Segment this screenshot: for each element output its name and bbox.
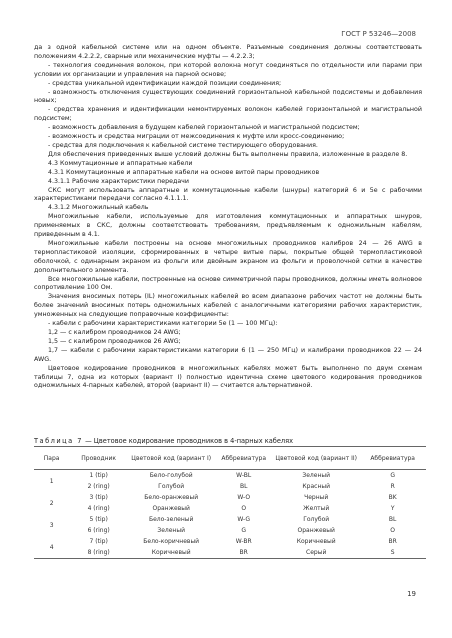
pair-cell: 1	[49, 477, 54, 485]
paragraph: - возможность и средства миграции от межсоединения к муфте или кросс-соединению;	[48, 133, 345, 141]
table-cell: Красный	[302, 483, 331, 490]
paragraph: Цветовое кодирование проводников в многожильных кабелях может быть выполнено по двум схемам таблицы 7, одна из которых (вариант I) полностью идентична схеме цветового кодирования проводников одножильных 4-парных кабелей, второй (вариант II) — считается альтернативной.	[34, 364, 422, 390]
table-cell: Бело-коричневый	[143, 538, 200, 545]
paragraph: Многожильные кабели построены на основе многожильных проводников калибров 24 — 26 AWG в термопластиковой изоляции, сформированных в четыре витые пары, покрытые общей термопластиковой оболочкой, с одинарным экраном из фольги или двойным экраном из фольги и проволочной сетки в качестве дополнительного элемента.	[34, 239, 422, 274]
table-caption	[34, 437, 293, 445]
table-caption-text: — Цветовое кодирование проводников в 4-парных кабелях	[85, 437, 293, 445]
table-row	[34, 492, 426, 503]
table-cell: Голубой	[303, 516, 330, 523]
paragraph: - технология соединения волокон, при которой волокна могут соединяться по отдельности или парами при условии их организации и управления на парной основе;	[34, 61, 422, 78]
body-text	[34, 44, 422, 391]
table-row	[34, 547, 426, 559]
table-cell: O	[241, 505, 247, 512]
table-cell: Оранжевый	[297, 527, 335, 534]
table-row	[34, 514, 426, 525]
table-cell: BL	[239, 483, 248, 490]
table-cell: 4 (ring)	[87, 505, 110, 512]
column-header: Проводник	[81, 454, 117, 462]
paragraph: - средства уникальной идентификации каждой позиции соединения;	[48, 79, 282, 87]
table-cell: G	[241, 527, 247, 534]
table-row	[34, 503, 426, 514]
column-header: Аббревиатура	[370, 454, 415, 462]
list-item: 1,7 — кабели с рабочими характеристиками категории 6 (1 — 250 МГц) и калибрами проводников 22 — 24 AWG.	[34, 346, 422, 363]
table-cell: Зеленый	[157, 527, 185, 534]
table-cell: BR	[239, 549, 248, 556]
table-cell: W-O	[237, 494, 251, 501]
paragraph: Значения вносимых потерь (IL) многожильных кабелей во всем диапазоне рабочих частот не должны быть более значений вносимых потерь одножильных кабелей с аналогичными категориями рабочих характеристик, умноженных на следующие поправочные коэффициенты:	[34, 293, 422, 319]
table-cell: Бело-оранжевый	[144, 494, 199, 501]
table-row	[34, 470, 426, 482]
document-id: ГОСТ Р 53246—2008	[341, 30, 416, 38]
table-cell: 3 (tip)	[89, 494, 108, 501]
paragraph: - возможность добавления в будущем кабелей горизонтальной и магистральной подсистем;	[48, 124, 360, 132]
table-cell: Коричневый	[296, 538, 336, 545]
table-cell: 1 (tip)	[89, 472, 108, 479]
table-cell: Y	[390, 505, 395, 512]
table-cell: W-BL	[236, 472, 252, 479]
column-header: Цветовой код (вариант I)	[131, 454, 212, 462]
table-cell: 2 (ring)	[87, 483, 110, 490]
paragraph: да з одной кабельной системе или на одном объекте. Разъемные соединения должны соответствовать положениям 4.2.2.2, сварные или механические муфты — 4.2.2.3;	[34, 44, 422, 60]
table-cell: BL	[388, 516, 397, 523]
table-cell: Бело-зеленый	[148, 516, 194, 523]
paragraph: - средства для подключения к кабельной системе тестирующего оборудования.	[48, 141, 318, 149]
table-cell: Серый	[306, 549, 327, 556]
table-cell: BK	[388, 494, 397, 501]
table-cell: O	[390, 527, 396, 534]
section-heading: 4.3.1.1 Рабочие характеристики передачи	[48, 177, 189, 185]
table-cell: S	[390, 549, 395, 556]
table-cell: R	[390, 483, 395, 490]
color-code-table	[34, 446, 426, 559]
column-header: Аббревиатура	[221, 454, 267, 462]
table-cell: 8 (ring)	[87, 549, 110, 556]
list-item: 1,2 — с калибром проводников 24 AWG;	[48, 329, 181, 336]
pair-cell: 3	[49, 521, 54, 529]
pair-cell: 4	[49, 543, 54, 551]
table-cell: Зеленый	[302, 472, 331, 479]
pair-cell: 2	[49, 499, 54, 507]
table-cell: BR	[388, 538, 397, 545]
table-row	[34, 536, 426, 547]
table-cell: Оранжевый	[152, 505, 190, 512]
table-cell: Черный	[304, 494, 329, 501]
table-cell: Коричневый	[151, 549, 191, 556]
table-caption-label: Таблица 7	[34, 437, 83, 445]
table-cell: W-G	[237, 516, 251, 523]
table-cell: 7 (tip)	[89, 538, 108, 545]
section-heading: 4.3.1.2 Многожильный кабель	[48, 204, 149, 212]
table-cell: Бело-голубой	[149, 472, 193, 479]
paragraph: - возможность отключения существующих соединений горизонтальной кабельной подсистемы и добавления новых;	[34, 88, 422, 105]
table-cell: 6 (ring)	[87, 527, 110, 534]
paragraph: Многожильные кабели, используемые для изготовления коммутационных и аппаратных шнуров, применяемых в СКС, должны соответствовать требованиям, предъявляемым к одножильным кабелям, приведенным в 4.1.	[34, 213, 422, 239]
table-row	[34, 481, 426, 492]
table-row	[34, 525, 426, 536]
list-item: 1,5 — с калибром проводников 26 AWG;	[48, 337, 181, 345]
table-cell: W-BR	[235, 538, 252, 545]
paragraph: Для обеспечения приведенных выше условий должны быть выполнены правила, изложенные в разделе 8.	[48, 150, 408, 158]
section-heading: 4.3.1 Коммутационные и аппаратные кабели на основе витой пары проводников	[48, 168, 320, 176]
table-cell: Голубой	[158, 483, 185, 490]
list-item: - кабели с рабочими характеристиками категории 5е (1 — 100 МГц):	[48, 320, 278, 328]
column-header: Цветовой код (вариант II)	[275, 454, 357, 462]
paragraph: СКС могут использовать аппаратные и коммутационные кабели (шнуры) категорий 6 и 5е с рабочими характеристиками передачи согласно 4.1.1.1.	[34, 186, 422, 203]
column-header: Пара	[43, 454, 60, 462]
table-header-row	[34, 447, 426, 470]
paragraph: - средства хранения и идентификации немонтируемых волокон кабелей горизонтальной и магистральной подсистем;	[34, 106, 422, 123]
section-heading: 4.3 Коммутационные и аппаратные кабели	[48, 159, 193, 167]
page-number: 19	[407, 590, 416, 598]
table-cell: Желтый	[303, 505, 330, 512]
table-cell: G	[390, 472, 395, 479]
table-cell: 5 (tip)	[89, 516, 108, 523]
paragraph: Все многожильные кабели, построенные на основе симметричной пары проводников, должны иметь волновое сопротивление 100 Ом.	[34, 275, 422, 292]
